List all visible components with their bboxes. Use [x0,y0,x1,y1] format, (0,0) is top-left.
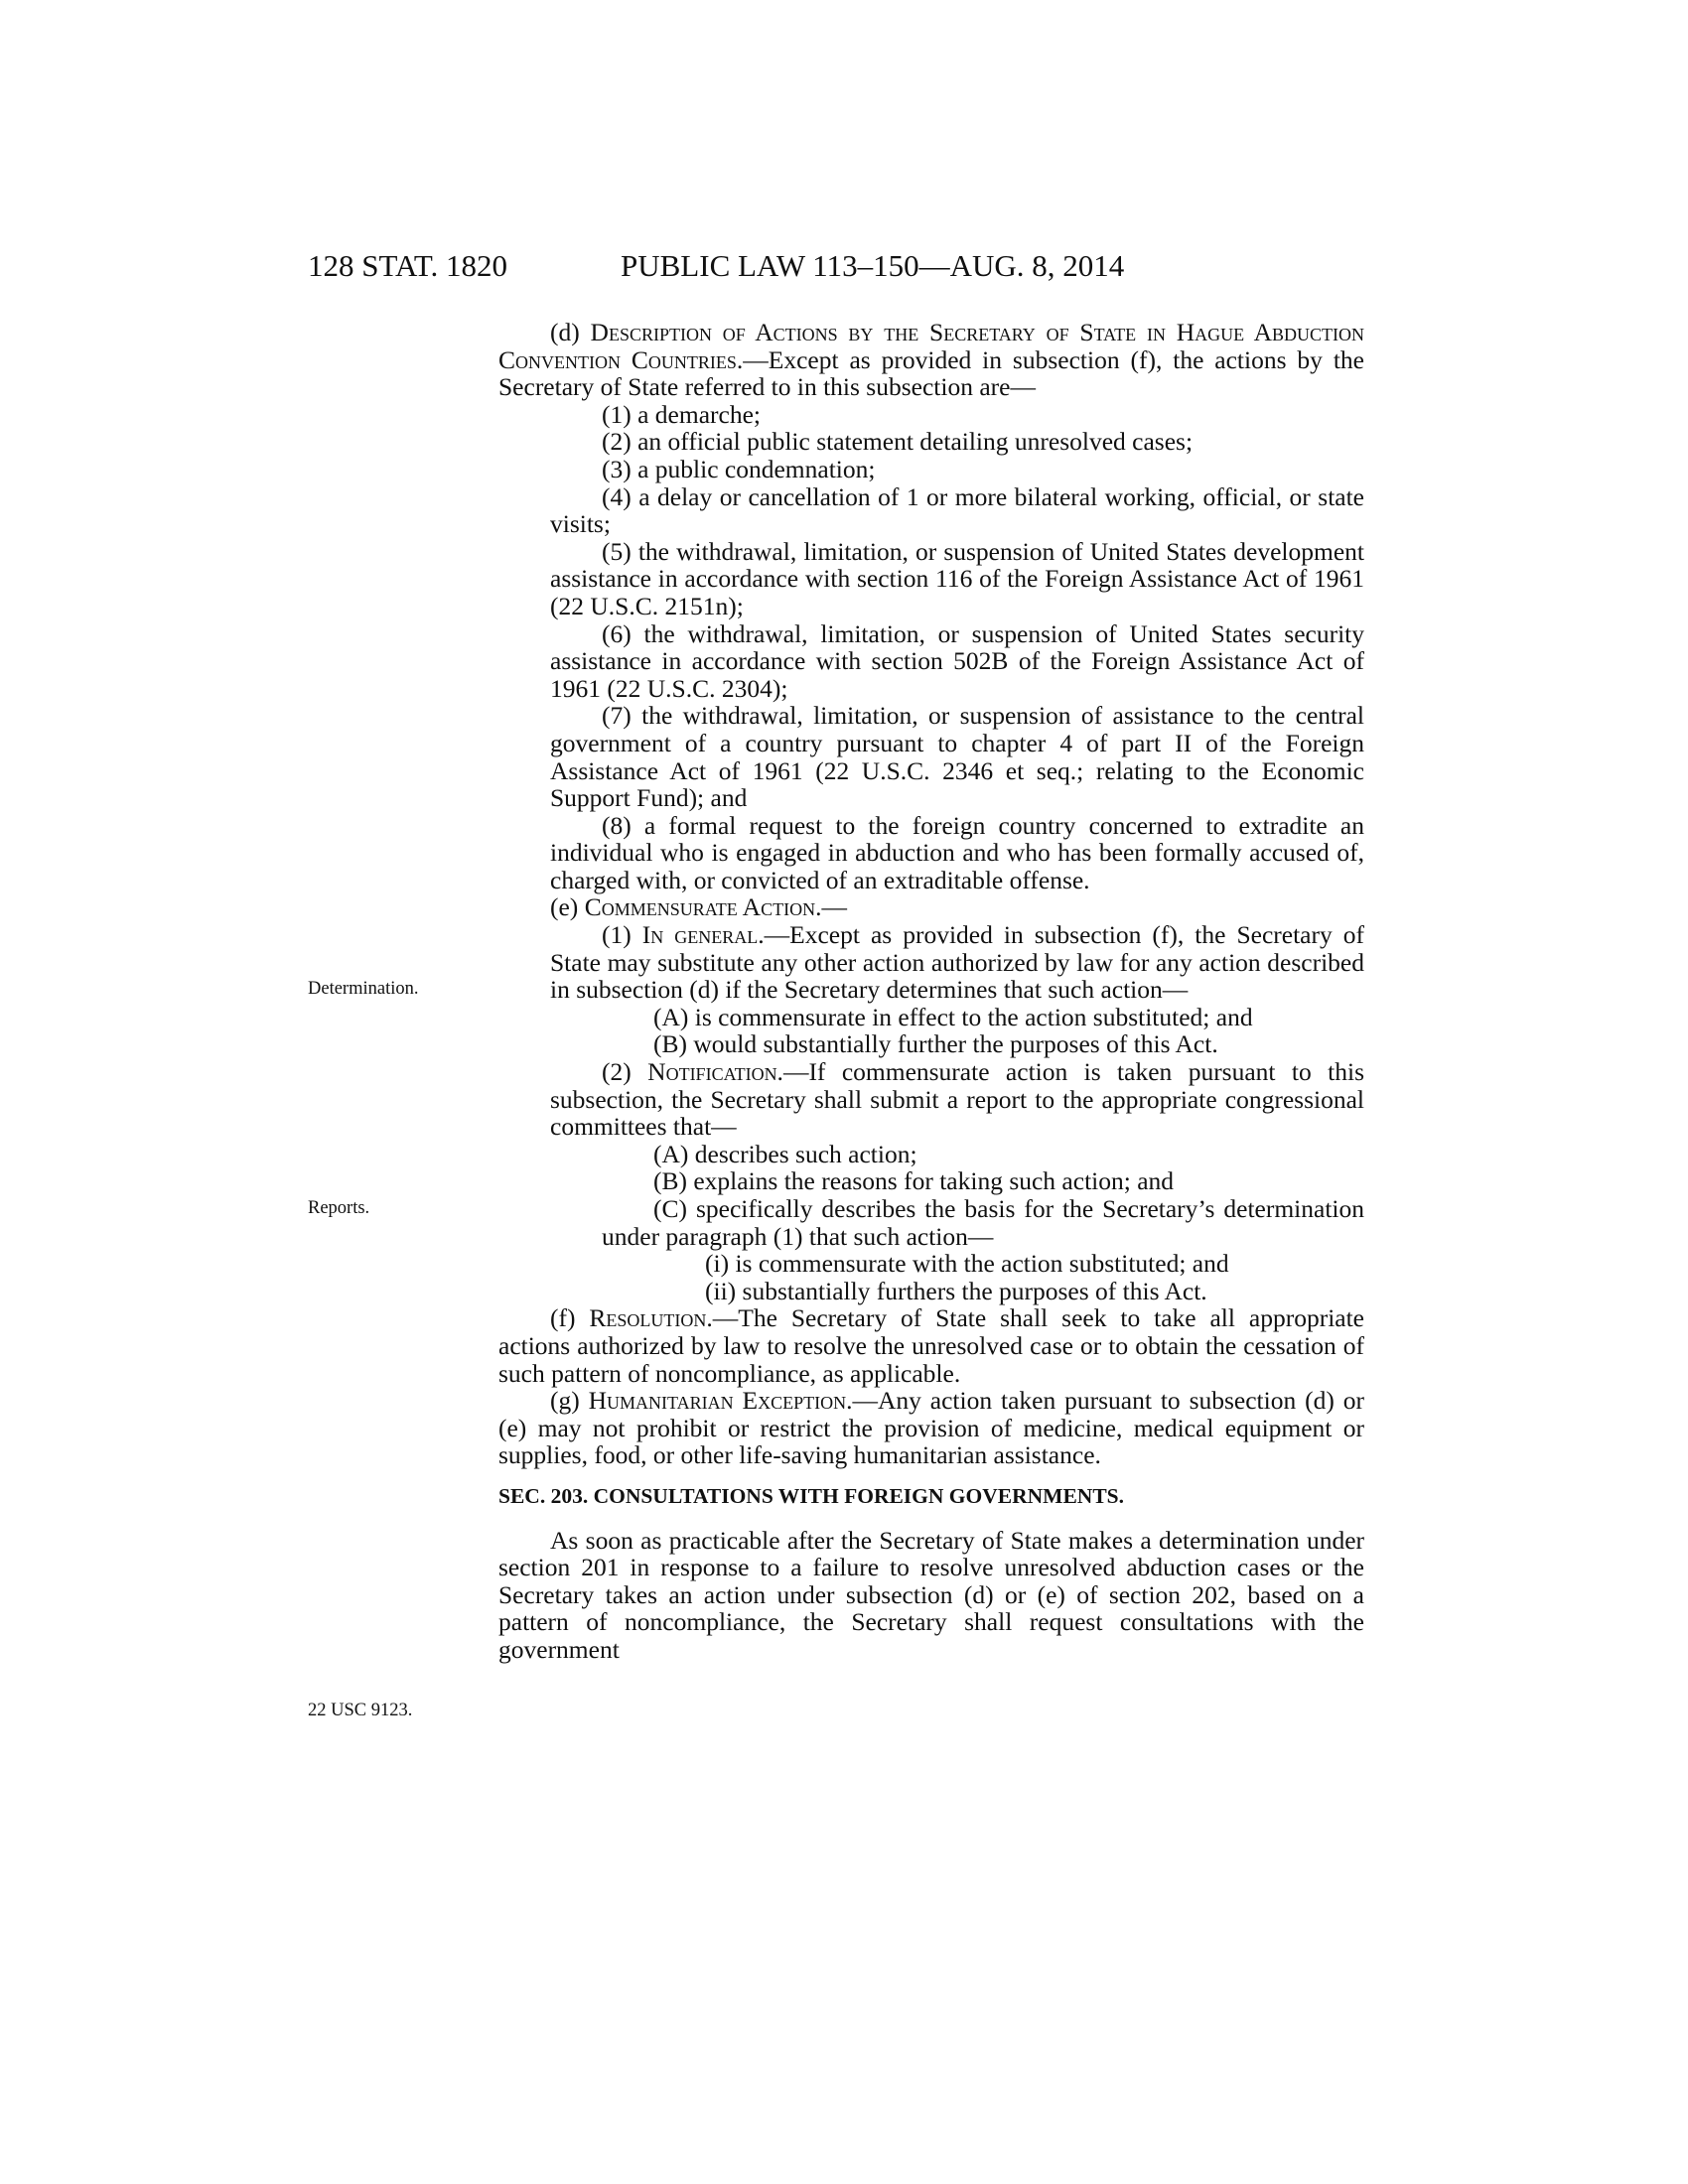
list-item: (B) would substantially further the purposes of this Act. [653,1029,1218,1059]
subsection-d-text: —Except as provided in subsection (f), the actions by the Secretary of State referred to in this subsection are— [498,344,1364,402]
list-item: (7) the withdrawal, limitation, or suspension of assistance to the central government of a country pursuant to chapter 4 of part II of the Foreign Assistance Act of 1961 (22 U.S.C. 2346 et seq.; relating to the Economic Support Fund); and [550,701,1364,813]
list-item: (B) explains the reasons for taking such action; and [653,1166,1175,1196]
margin-note-reports: Reports. [308,1198,370,1218]
subsection-f-marker: (f) [550,1303,576,1333]
paragraph-e2 [498,1058,1364,1141]
running-head [0,248,1688,288]
list-item: (4) a delay or cancellation of 1 or more bilateral working, official, or state visits; [550,481,1364,539]
list-item: (5) the withdrawal, limitation, or suspension of United States development assistance in accordance with section 116 of the Foreign Assistance Act of 1961 (22 U.S.C. 2151n); [550,536,1364,620]
list-item: (8) a formal request to the foreign country concerned to extradite an individual who is engaged in abduction and who has been formally accused of, charged with, or convicted of an extraditable offense. [550,810,1364,894]
paragraph-e1-heading: In general. [641,920,765,950]
list-item: (C) specifically describes the basis for the Secretary’s determination under paragraph (1) that such action— [602,1194,1364,1251]
subsection-e-dash: — [821,892,847,922]
public-law-title: PUBLIC LAW 113–150—AUG. 8, 2014 [621,248,1125,283]
list-item: (i) is commensurate with the action substituted; and [705,1249,1229,1279]
paragraph-e1 [498,921,1364,1004]
subsection-e-heading: Commensurate Action. [584,892,822,922]
list-item: (3) a public condemnation; [602,454,876,483]
subsection-g-marker: (g) [550,1386,580,1416]
subsection-f-text: —The Secretary of State shall seek to take all appropriate actions authorized by law to resolve the unresolved case or to obtain the cessation of such pattern of noncompliance, as applicable. [498,1303,1364,1388]
list-item: (1) a demarche; [602,399,761,429]
subsection-d-marker: (d) [550,318,580,346]
subsection-f [498,1304,1364,1387]
list-item: (6) the withdrawal, limitation, or suspension of United States security assistance in accordance with section 502B of the Foreign Assistance Act of 1961 (22 U.S.C. 2304); [550,618,1364,703]
list-item: (ii) substantially furthers the purposes of this Act. [705,1276,1207,1305]
subsection-f-heading: Resolution. [589,1303,713,1333]
subsection-e-marker: (e) [550,892,579,922]
paragraph-e2-heading: Notification. [647,1057,783,1087]
paragraph-e2-marker: (2) [602,1057,632,1087]
paragraph-e1-marker: (1) [602,920,632,950]
statute-text [498,319,1364,1664]
section-203-heading: SEC. 203. CONSULTATIONS WITH FOREIGN GOVERNMENTS. [498,1483,1124,1508]
paragraph-e2-text: —If commensurate action is taken pursuant to this subsection, the Secretary shall submit a report to the appropriate congressional committees that— [550,1057,1365,1142]
subsection-g [498,1387,1364,1469]
subsection-g-text: —Any action taken pursuant to subsection (d) or (e) may not prohibit or restrict the provision of medicine, medical equipment or supplies, food, or other life-saving humanitarian assistance. [498,1386,1364,1470]
subsection-d-intro [498,319,1364,401]
list-item: (A) is commensurate in effect to the action substituted; and [653,1002,1253,1031]
margin-note-determination: Determination. [308,979,419,999]
subsection-e-heading-line [498,893,1364,921]
paragraph-e1-text: —Except as provided in subsection (f), the Secretary of State may substitute any other action authorized by law for any action described in subsection (d) if the Secretary determines that such action— [550,920,1364,1005]
section-203-text: As soon as practicable after the Secretary of State makes a determination under section 201 in response to a failure to resolve unresolved abduction cases or the Secretary takes an action under subsection (d) or (e) of section 202, based on a pattern of noncompliance, the Secretary shall request consultations with the government [498,1525,1364,1664]
list-item: (2) an official public statement detailing unresolved cases; [602,427,1194,457]
list-item: (A) describes such action; [653,1139,917,1168]
margin-note-usc: 22 USC 9123. [308,1701,413,1720]
subsection-d-heading: Description of Actions by the Secretary of State in Hague Abduction Convention Countries. [498,318,1364,374]
subsection-g-heading: Humanitarian Exception. [588,1386,853,1416]
stat-page-number: 128 STAT. 1820 [308,248,508,283]
